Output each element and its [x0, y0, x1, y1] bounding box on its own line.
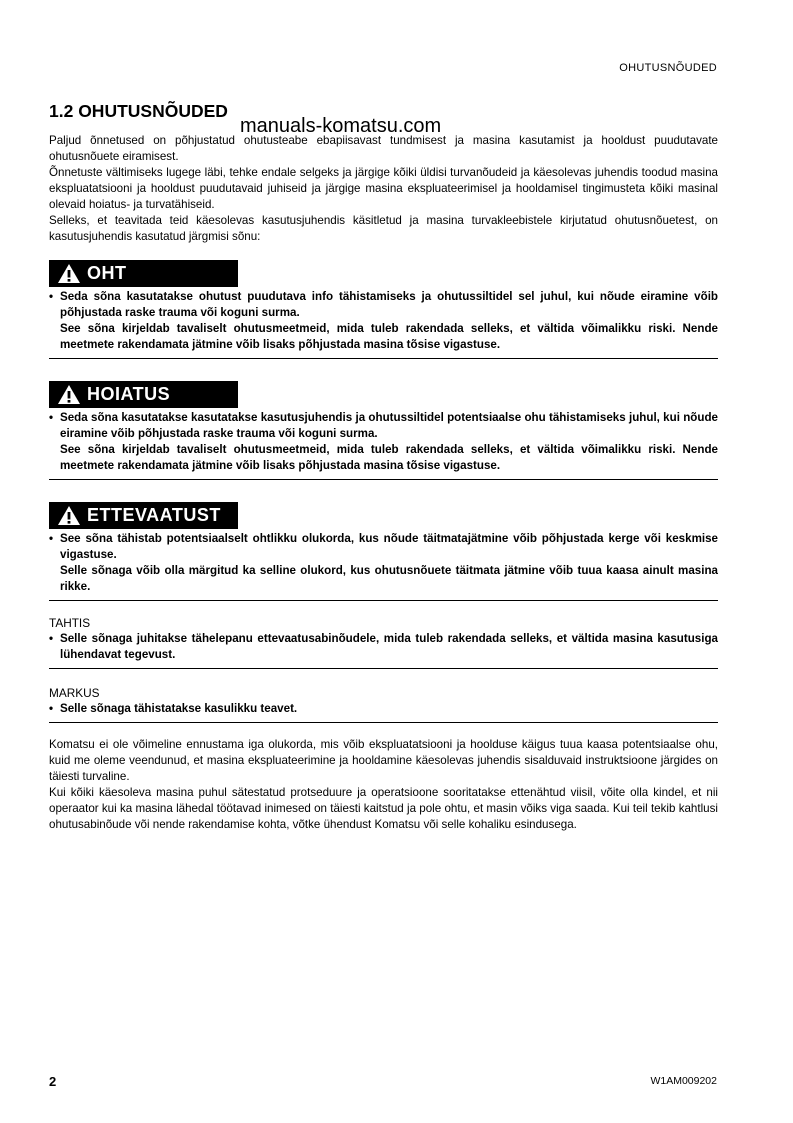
- intro-paragraph: Õnnetuste vältimiseks lugege läbi, tehke endale selgeks ja järgige kõiki üldisi turvanõudeid ja käesolevas juhendis toodud masina ekspluatatsiooni ja hooldust puudutavaid juhiseid ja järgige masina ekspluateerimisel ja hooldamisel tingimusteta kõiki masinal olevaid hoiatus- ja turvatähiseid.: [49, 166, 718, 211]
- tahtis-block: [49, 615, 718, 669]
- divider: [49, 668, 718, 669]
- bullet-icon: •: [49, 290, 54, 303]
- warning-triangle-icon: [57, 263, 81, 284]
- section-title: 1.2 OHUTUSNÕUDED: [49, 101, 228, 121]
- intro-paragraph: Selleks, et teavitada teid käesolevas kasutusjuhendis käsitletud ja masina turvakleebistele kirjutatud ohutusnõuetest, on kasutusjuhendis kasutatud järgmisi sõnu:: [49, 214, 718, 243]
- list-item: [49, 410, 718, 474]
- list-item: [49, 531, 718, 595]
- ettevaatust-list: [49, 531, 718, 595]
- markus-label: MARKUS: [49, 686, 100, 700]
- ettevaatust-header: [49, 502, 238, 529]
- oht-label: OHT: [87, 263, 127, 283]
- markus-block: [49, 685, 718, 723]
- hoiatus-label: HOIATUS: [87, 384, 171, 404]
- hoiatus-text-2: See sõna kirjeldab tavaliselt ohutusmeetmeid, mida tuleb rakendada selleks, et vältida võimalikku riski. Nende meetmete rakendamata jätmine võib lisaks põhjustada masina tõsise vigastuse.: [60, 443, 718, 472]
- bullet-icon: •: [49, 411, 54, 424]
- ettevaatust-text-2: Selle sõnaga võib olla märgitud ka selline olukord, kus ohutusnõuete täitmata jätmine võib tuua kaasa ainult masina rikke.: [60, 564, 718, 593]
- tahtis-text: Selle sõnaga juhitakse tähelepanu ettevaatusabinõudele, mida tuleb rakendada selleks, et vältida masina kasutusiga lühendavat tegevust.: [60, 632, 718, 661]
- hoiatus-header: [49, 381, 238, 408]
- watermark-text: manuals-komatsu.com: [240, 115, 442, 137]
- intro-paragraph: Paljud õnnetused on põhjustatud ohutusteabe ebapiisavast tundmisest ja masina kasutamist ja hooldust puudutavate ohutusnõuete eiramisest.: [49, 134, 718, 163]
- hoiatus-text-1: Seda sõna kasutatakse kasutatakse kasutusjuhendis ja ohutussiltidel potentsiaalse ohu tähistamiseks juhul, kui nõude eiramine võib põhjustada raske trauma või koguni surma.: [60, 411, 718, 440]
- oht-list: [49, 289, 718, 353]
- divider: [49, 479, 718, 480]
- markus-list: [49, 701, 718, 717]
- bullet-icon: •: [49, 702, 54, 715]
- bullet-icon: •: [49, 532, 54, 545]
- running-header: OHUTUSNÕUDED: [619, 62, 717, 74]
- ettevaatust-label: ETTEVAATUST: [87, 505, 221, 525]
- list-item: [49, 701, 718, 717]
- tahtis-label: TAHTIS: [49, 616, 91, 630]
- divider: [49, 722, 718, 723]
- ettevaatust-text-1: See sõna tähistab potentsiaalselt ohtlikku olukorda, kus nõude täitmatajätmine võib põhjustada kerge või keskmise vigastuse.: [60, 532, 718, 561]
- hoiatus-list: [49, 410, 718, 474]
- warning-triangle-icon: [57, 505, 81, 526]
- intro-text: [49, 133, 718, 245]
- oht-header: [49, 260, 238, 287]
- closing-paragraph: Kui kõiki käesoleva masina puhul sätestatud protseduure ja operatsioone sooritatakse ettenähtud viisil, võite olla kindel, et nii operaator kui ka masina lähedal töötavad inimesed on täiesti kaitstud ja pole ohtu, et masin võiks viga saada. Kui teil tekib kahtlusi ohutusabinõude või nende rakendamise kohta, võtke ühendust Komatsu või selle kohaliku esindusega.: [49, 786, 718, 831]
- closing-text: [49, 737, 718, 833]
- ettevaatust-block: [49, 502, 718, 601]
- divider: [49, 600, 718, 601]
- divider: [49, 358, 718, 359]
- page-number: 2: [49, 1074, 57, 1089]
- bullet-icon: •: [49, 632, 54, 645]
- list-item: [49, 631, 718, 663]
- document-code: W1AM009202: [650, 1075, 717, 1087]
- closing-paragraph: Komatsu ei ole võimeline ennustama iga olukorda, mis võib ekspluatatsiooni ja hoolduse käigus tuua kaasa potentsiaalse ohu, kuid me oleme veendunud, et masina ekspluateerimine ja hooldamine käesolevas juhendis sisalduvaid instruktsioone järgides on täiesti turvaline.: [49, 738, 718, 783]
- warning-triangle-icon: [57, 384, 81, 405]
- markus-text: Selle sõnaga tähistatakse kasulikku teavet.: [60, 702, 298, 715]
- oht-block: [49, 260, 718, 359]
- hoiatus-block: [49, 381, 718, 480]
- tahtis-list: [49, 631, 718, 663]
- oht-text-1: Seda sõna kasutatakse ohutust puudutava info tähistamiseks ja ohutussiltidel sel juhul, kui nõude eiramine võib põhjustada raske trauma või koguni surma.: [60, 290, 718, 319]
- oht-text-2: See sõna kirjeldab tavaliselt ohutusmeetmeid, mida tuleb rakendada selleks, et vältida võimalikku riski. Nende meetmete rakendamata jätmine võib lisaks põhjustada masina tõsise vigastuse.: [60, 322, 718, 351]
- list-item: [49, 289, 718, 353]
